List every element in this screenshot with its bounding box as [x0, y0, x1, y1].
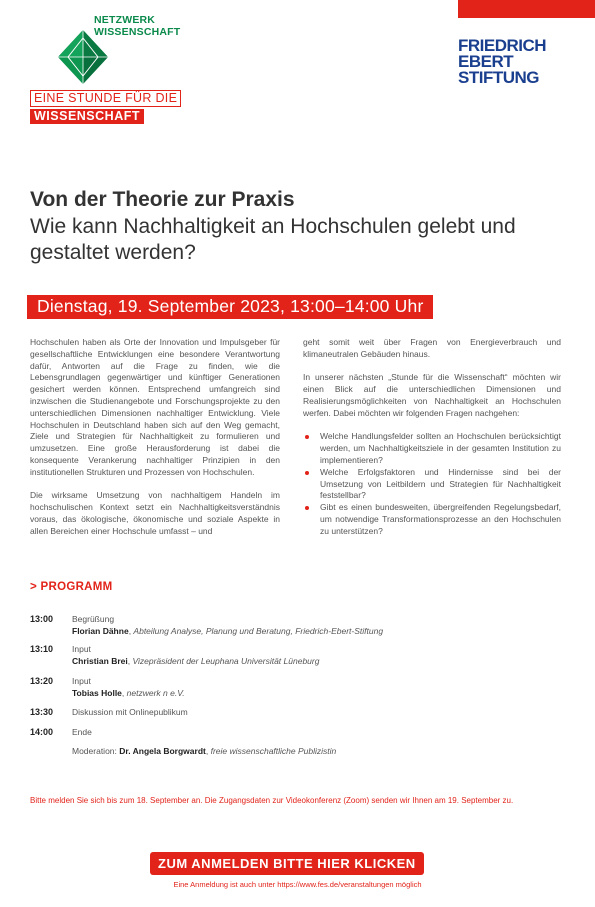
intro-paragraph-3: geht somit weit über Fragen von Energieverbrauch und klimaneutralen Gebäuden hinaus. [303, 337, 561, 359]
intro-paragraph-1: Hochschulen haben als Orte der Innovation und Impulsgeber für gesellschaftliche Entwicklungen eine besondere Verantwortung dafür, Antworten auf die Frage zu finden, wie die Lebensgrundlagen gegenwärtiger und künftiger Generationen gesichert werden können. Entsprechend umfangreich sind inzwischen die Studienangebote und Forschungsprojekte zu den unterschiedlichen Dimensionen nachhaltiger Entwicklung. Viele Hochschulen in Deutschland haben sich auf den Weg gemacht, Ziele und Strategien für Nachhaltigkeit zu formulieren und umzusetzen. Eine große Herausforderung ist dabei die konsequente Verankerung nachhaltiger Prinzipien in den institutionellen Strukturen und Prozessen von Hochschulen. [30, 337, 280, 477]
program-type: Diskussion mit Onlinepublikum [72, 707, 188, 717]
register-alt-link[interactable]: Eine Anmeldung ist auch unter https://www.fes.de/veranstaltungen möglich [173, 880, 422, 889]
register-button[interactable]: ZUM ANMELDEN BITTE HIER KLICKEN [150, 852, 424, 875]
page-title: Von der Theorie zur Praxis [30, 188, 295, 211]
intro-paragraph-2: Die wirksame Umsetzung von nachhaltigem Handeln im hochschulischen Kontext setzt ein Nachhaltigkeitsverständnis voraus, das ökologische, ökonomische und soziale Aspekte in allen Bereichen einer Hochschule umfasst – und [30, 490, 280, 536]
intro-column-right [303, 337, 561, 538]
top-accent-bar [458, 0, 595, 18]
moderation-role: freie wissenschaftliche Publizistin [210, 746, 337, 756]
fes-logo-line2: EBERT [458, 52, 514, 71]
series-line1: EINE STUNDE FÜR DIE [30, 90, 181, 107]
question-list [303, 431, 561, 537]
fes-logo-line1: FRIEDRICH [458, 36, 547, 55]
question-item: Welche Handlungsfelder sollten an Hochschulen berücksichtigt werden, um Nachhaltigkeitsziele in der gesamten Institution zu implementieren? [303, 431, 561, 466]
network-name-line2: WISSENSCHAFT [94, 26, 181, 38]
program-time: 13:00 [30, 614, 54, 624]
program-time: 13:30 [30, 707, 54, 717]
program-type: Ende [72, 727, 92, 737]
network-logo-text [94, 14, 180, 38]
program-time: 13:10 [30, 644, 54, 654]
moderation-line: Moderation: Dr. Angela Borgwardt, freie wissenschaftliche Publizistin [72, 746, 337, 756]
program-type: Input [72, 676, 91, 686]
page-subtitle: Wie kann Nachhaltigkeit an Hochschulen gelebt und gestaltet werden? [30, 215, 516, 264]
program-heading: > PROGRAMM [30, 581, 113, 593]
fes-logo-line3: STIFTUNG [458, 68, 539, 87]
event-date-banner: Dienstag, 19. September 2023, 13:00–14:00 Uhr [27, 295, 433, 319]
series-line2: WISSENSCHAFT [30, 109, 144, 124]
program-type: Input [72, 644, 91, 654]
intro-column-left [30, 337, 280, 549]
program-type: Begrüßung [72, 614, 115, 624]
network-diamond-logo-icon [58, 30, 108, 84]
program-speaker-role: Abteilung Analyse, Planung und Beratung, Friedrich-Ebert-Stiftung [133, 625, 384, 636]
program-speaker-role: netzwerk n e.V. [126, 687, 185, 698]
network-name-line1: NETZWERK [94, 14, 156, 26]
program-speaker: Florian Dähne [72, 625, 129, 636]
program-speaker: Christian Brei [72, 655, 128, 666]
program-time: 13:20 [30, 676, 54, 686]
program-speaker: Tobias Holle [72, 687, 122, 698]
moderation-name: Dr. Angela Borgwardt [119, 746, 206, 756]
registration-notice: Bitte melden Sie sich bis zum 18. September an. Die Zugangsdaten zur Videokonferenz (Zoom) senden wir Ihnen am 19. September zu. [30, 796, 514, 805]
intro-paragraph-4: In unserer nächsten „Stunde für die Wissenschaft“ möchten wir einen Blick auf die unterschiedlichen Dimensionen und Realisierungsmöglichkeiten von Nachhaltigkeit an Hochschulen werfen. Dabei möchten wir folgenden Fragen nachgehen: [303, 372, 561, 418]
moderation-label: Moderation: [72, 746, 117, 756]
question-item: Gibt es einen bundesweiten, übergreifenden Regelungsbedarf, um notwendige Transformationsprozesse an den Hochschulen zu unterstützen? [303, 502, 561, 537]
program-speaker-role: Vizepräsident der Leuphana Universität Lüneburg [132, 655, 320, 666]
program-time: 14:00 [30, 727, 54, 737]
question-item: Welche Erfolgsfaktoren und Hindernisse sind bei der Umsetzung von Leitbildern und Strategien für Nachhaltigkeit feststellbar? [303, 467, 561, 502]
fes-logo [458, 38, 546, 86]
series-label [30, 89, 181, 125]
